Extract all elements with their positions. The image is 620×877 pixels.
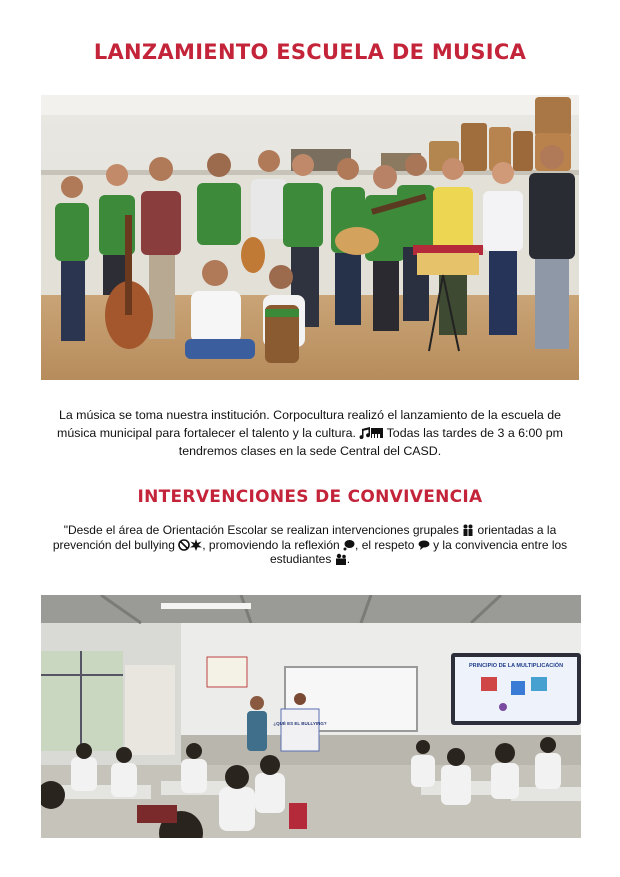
coexistence-text-b: orientadas a la prevención del bullying — [52, 523, 557, 552]
collision-icon — [190, 539, 202, 551]
music-school-group-photo — [41, 95, 579, 380]
section-title-music-school: LANZAMIENTO ESCUELA DE MUSICA — [93, 40, 527, 64]
coexistence-text-c: , promoviendo la reflexión — [202, 537, 340, 552]
music-school-text-a: La música se toma nuestra institución. Corpocultura realizó el lanzamiento de la escuela de música municipal para fortalecer el talento y la cultura. — [57, 408, 562, 440]
coexistence-text-f: . — [346, 552, 351, 566]
music-notes-icon — [359, 427, 371, 439]
piano-icon — [371, 427, 383, 439]
prohibited-icon — [178, 539, 190, 551]
thought-bubble-icon — [343, 539, 355, 551]
coexistence-text-a: "Desde el área de Orientación Escolar se realizan intervenciones grupales — [63, 523, 459, 537]
music-school-description — [44, 406, 576, 460]
poster-text: ¿QUÉ ES EL BULLYING? — [273, 721, 327, 726]
classroom-intervention-photo — [41, 595, 581, 838]
coexistence-text-d: , el respeto — [355, 537, 415, 552]
coexistence-description — [44, 523, 576, 567]
speech-bubble-icon — [418, 539, 430, 551]
people-icon — [462, 524, 474, 536]
screen-title: PRINCIPIO DE LA MULTIPLICACIÓN — [468, 663, 564, 669]
music-school-text-b: Todas las tardes de 3 a 6:00 pm tendremos clases en la sede Central del CASD. — [178, 426, 563, 458]
students-icon — [335, 553, 347, 565]
section-title-coexistence: INTERVENCIONES DE CONVIVENCIA — [137, 487, 483, 507]
coexistence-text-e: y la convivencia entre los estudiantes — [269, 537, 568, 566]
